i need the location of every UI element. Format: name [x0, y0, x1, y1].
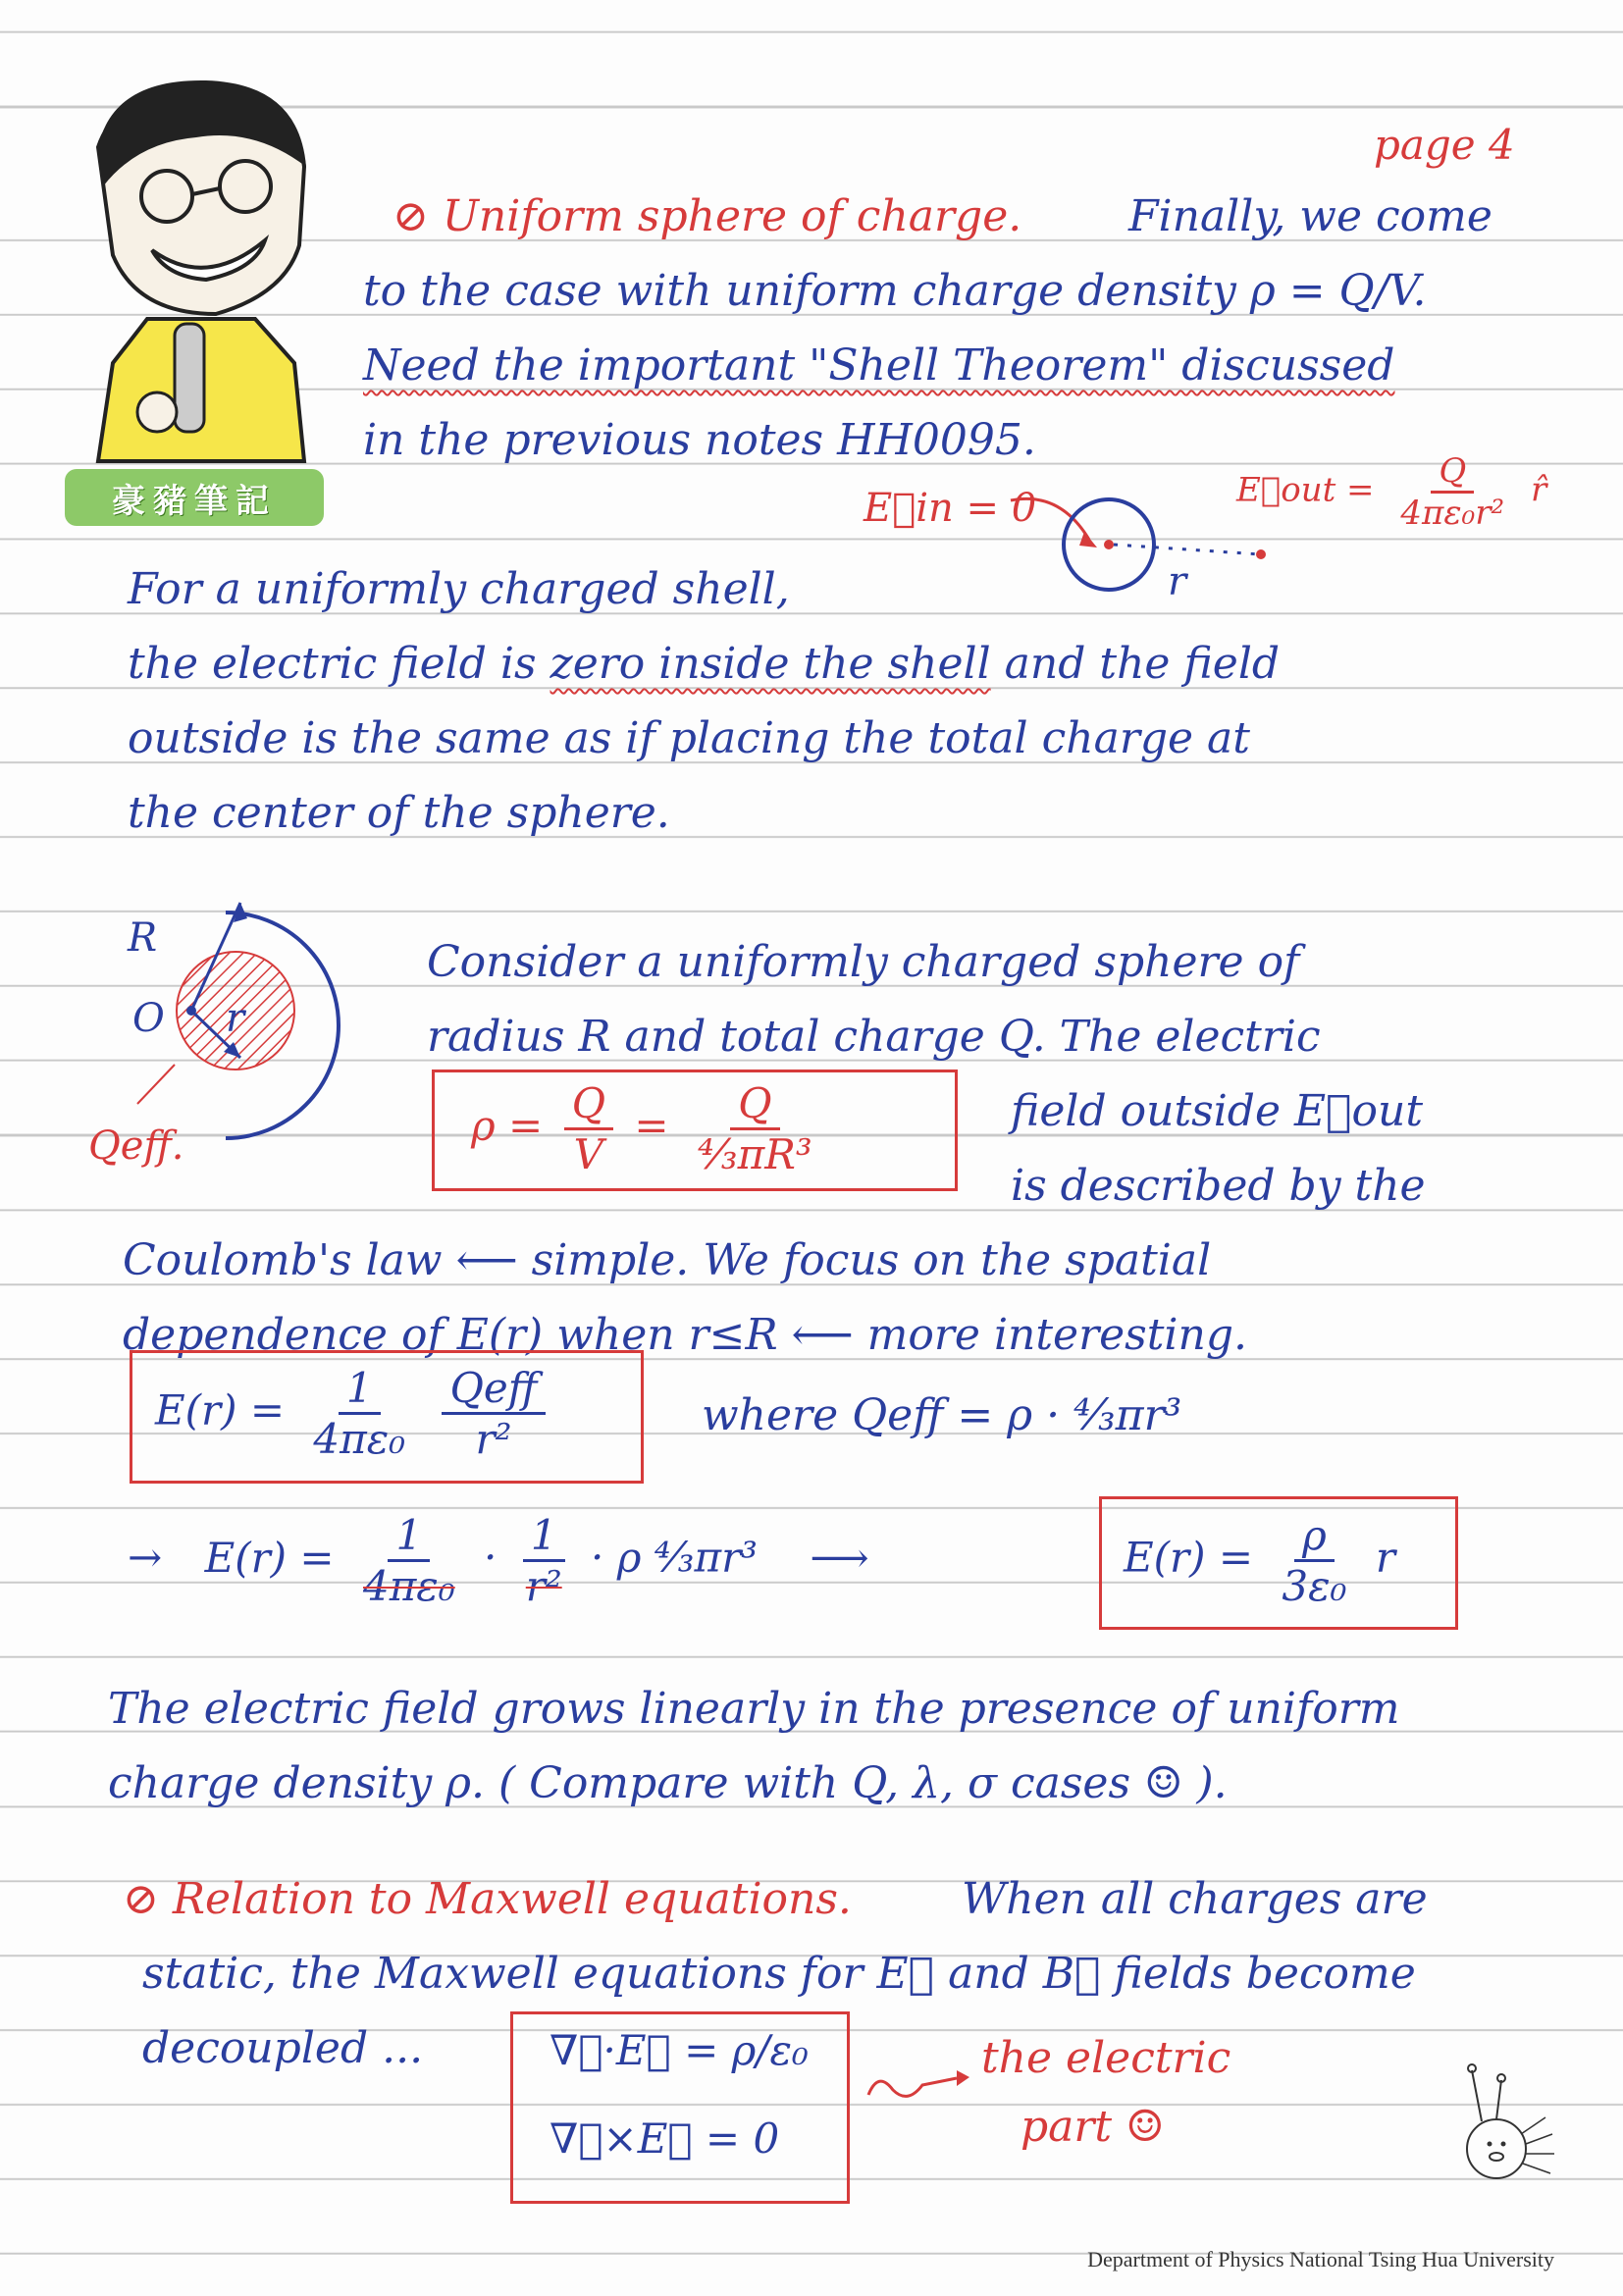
footer-institution: Department of Physics National Tsing Hua University — [1087, 2247, 1554, 2271]
e-out-lhs: E⃗out = — [1236, 470, 1375, 510]
linear-line-1: The electric field grows linearly in the presence of uniform — [108, 1684, 1400, 1734]
er-num2: Qeff — [442, 1364, 545, 1415]
shell-line-2 — [128, 627, 1280, 702]
maxwell-line-2: static, the Maxwell equations for E⃗ and B⃗ fields become — [142, 1949, 1416, 1999]
shell-line-1: For a uniformly charged shell, — [128, 564, 790, 614]
intro-line-1: Finally, we come — [1128, 191, 1492, 241]
shell-line-2a: the electric field is — [128, 639, 537, 689]
rho-num2: Q — [730, 1079, 779, 1130]
e-in-label: E⃗in = 0 — [864, 486, 1037, 531]
rho-eq: = — [634, 1101, 669, 1150]
deriv-num1: 1 — [388, 1511, 430, 1562]
er-den1: 4πε₀ — [313, 1415, 406, 1463]
author-cartoon — [59, 69, 343, 471]
result-formula — [1124, 1511, 1395, 1610]
deriv-dot: · — [484, 1533, 497, 1582]
result-arrow-icon: ⟶ — [810, 1533, 869, 1582]
derivation-formula — [128, 1511, 869, 1610]
intro-line-3: Need the important "Shell Theorem" discussed — [363, 340, 1395, 391]
e-out-unit: r̂ — [1530, 470, 1547, 510]
er-lhs: E(r) = — [155, 1385, 286, 1435]
rho-num1: Q — [564, 1079, 613, 1130]
result-num: ρ — [1294, 1511, 1335, 1562]
where-qeff: where Qeff = ρ · ⁴⁄₃πr³ — [702, 1390, 1182, 1440]
curl-free: ∇⃗×E⃗ = 0 — [550, 2114, 780, 2163]
shell-zero-inside: zero inside the shell — [550, 639, 991, 689]
shell-line-2c: and the field — [1004, 639, 1281, 689]
deriv-lhs: E(r) = — [204, 1533, 335, 1582]
rho-den1: V — [573, 1130, 603, 1178]
shell-line-3: outside is the same as if placing the total charge at — [128, 713, 1250, 763]
implies-arrow-icon: → — [128, 1533, 163, 1582]
e-out-formula — [1236, 451, 1546, 533]
deriv-den1: 4πε₀ — [362, 1562, 455, 1610]
sphere-r-label: r — [226, 996, 245, 1041]
deriv-tail: · ρ ⁴⁄₃πr³ — [591, 1533, 758, 1582]
maxwell-line-1: When all charges are — [962, 1874, 1428, 1924]
section-heading-maxwell: ⊘ Relation to Maxwell equations. — [123, 1874, 852, 1924]
shell-r-label: r — [1168, 559, 1187, 604]
rho-den2: ⁴⁄₃πR³ — [697, 1130, 812, 1178]
coulomb-law: Coulomb's law — [123, 1235, 443, 1285]
er-formula — [155, 1364, 553, 1463]
page-number: page 4 — [1374, 121, 1515, 169]
rho-lhs: ρ = — [471, 1101, 544, 1150]
more-interesting: more interesting. — [866, 1310, 1247, 1360]
intro-line-4: in the previous notes HH0095. — [363, 415, 1036, 465]
e-out-num: Q — [1431, 451, 1474, 494]
porcupine-doodle — [1442, 2051, 1560, 2198]
sphere-O-label: O — [132, 996, 165, 1041]
maxwell-line-3: decoupled ... — [142, 2023, 424, 2073]
rho-formula — [471, 1079, 828, 1178]
sphere-line-4: is described by the — [1011, 1161, 1426, 1211]
result-den: 3ε₀ — [1282, 1562, 1347, 1610]
dependence-text: dependence of E(r) when r≤R — [123, 1310, 778, 1360]
q-eff-label: Qeff. — [88, 1123, 184, 1169]
electric-part-note-2: part ☺ — [1021, 2102, 1165, 2152]
notes-badge: 豪豬筆記 — [65, 469, 324, 526]
sphere-line-1: Consider a uniformly charged sphere of — [427, 937, 1300, 987]
coulomb-simple: simple. We focus on the spatial — [531, 1235, 1212, 1285]
shell-line-4: the center of the sphere. — [128, 788, 670, 838]
sphere-line-3: field outside E⃗out — [1011, 1086, 1423, 1136]
deriv-den2: r² — [525, 1562, 562, 1610]
result-rhs: r — [1375, 1533, 1395, 1582]
linear-line-2: charge density ρ. ( Compare with Q, λ, σ cases ☺ ). — [108, 1758, 1228, 1808]
deriv-num2: 1 — [523, 1511, 565, 1562]
result-lhs: E(r) = — [1124, 1533, 1254, 1582]
arrow-left-icon: ⟵ — [791, 1310, 867, 1360]
electric-part-note-1: the electric — [981, 2033, 1231, 2083]
intro-line-2: to the case with uniform charge density ρ = Q/V. — [363, 266, 1427, 316]
squiggle-arrow-icon — [864, 2061, 971, 2110]
arrow-left-icon: ⟵ — [455, 1235, 532, 1285]
sphere-line-2: radius R and total charge Q. The electric — [427, 1012, 1321, 1062]
er-den2: r² — [475, 1415, 512, 1463]
section-heading-uniform-sphere: ⊘ Uniform sphere of charge. — [393, 191, 1022, 241]
sphere-R-label: R — [128, 915, 158, 961]
coulomb-line-1 — [123, 1224, 1211, 1298]
er-num1: 1 — [339, 1364, 381, 1415]
e-out-den: 4πε₀r² — [1400, 494, 1505, 533]
gauss-law: ∇⃗·E⃗ = ρ/ε₀ — [550, 2026, 809, 2074]
